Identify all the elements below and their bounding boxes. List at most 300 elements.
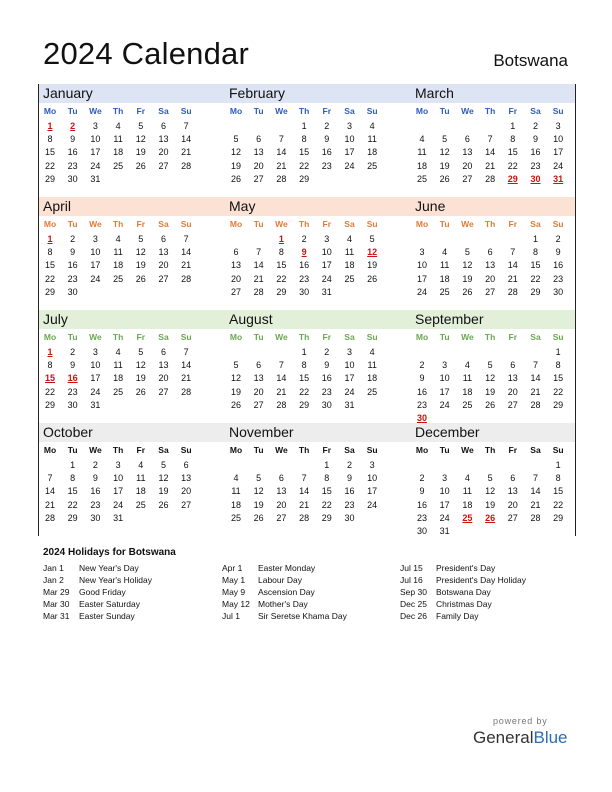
day-cell: 15 bbox=[553, 486, 564, 497]
weekday-label: Th bbox=[298, 106, 310, 116]
day-cell: 14 bbox=[485, 147, 496, 158]
day-cell: 6 bbox=[278, 473, 284, 484]
day-cell: 11 bbox=[136, 473, 146, 484]
day-cell: 5 bbox=[233, 360, 239, 371]
day-cell: 24 bbox=[553, 160, 564, 171]
day-cell: 27 bbox=[462, 173, 473, 184]
weekday-label: Sa bbox=[344, 445, 355, 455]
day-cell: 19 bbox=[485, 499, 496, 510]
day-cell: 20 bbox=[158, 147, 169, 158]
day-cell: 4 bbox=[115, 347, 121, 357]
brand-name-blue: Blue bbox=[533, 728, 568, 747]
day-cell: 25 bbox=[367, 160, 378, 171]
day-cell: 14 bbox=[507, 260, 518, 271]
day-cell: 3 bbox=[346, 121, 352, 131]
holiday-name: New Year's Holiday bbox=[79, 575, 152, 585]
day-cell: 14 bbox=[276, 373, 287, 384]
day-cell: 19 bbox=[135, 147, 146, 158]
day-cell: 22 bbox=[530, 273, 541, 284]
day-cell: 24 bbox=[90, 160, 101, 171]
day-cell: 18 bbox=[462, 386, 473, 397]
day-cell: 9 bbox=[324, 134, 330, 145]
day-cell: 9 bbox=[92, 473, 98, 484]
weekday-label: Sa bbox=[530, 445, 541, 455]
day-cell: 25 bbox=[135, 499, 146, 510]
holiday-day: 30 bbox=[530, 173, 541, 184]
holiday-day: 25 bbox=[462, 512, 473, 523]
day-cell: 22 bbox=[299, 386, 310, 397]
day-cell: 30 bbox=[416, 526, 427, 536]
day-cell: 1 bbox=[70, 460, 76, 470]
day-cell: 5 bbox=[442, 134, 448, 145]
day-cell: 15 bbox=[299, 373, 310, 384]
month-name: June bbox=[415, 198, 446, 214]
day-cell: 19 bbox=[135, 373, 146, 384]
day-cell: 7 bbox=[183, 347, 189, 357]
holiday-column bbox=[43, 563, 152, 623]
weekday-label: Su bbox=[366, 445, 378, 455]
day-cell: 2 bbox=[419, 473, 425, 484]
day-cell: 23 bbox=[67, 386, 78, 397]
day-cell: 27 bbox=[253, 399, 264, 410]
weekday-label: Tu bbox=[67, 332, 78, 342]
day-cell: 6 bbox=[464, 134, 470, 145]
day-cell: 23 bbox=[416, 399, 427, 410]
day-cell: 23 bbox=[530, 160, 541, 171]
day-cell: 11 bbox=[344, 247, 355, 258]
day-cell: 4 bbox=[233, 473, 239, 484]
day-cell: 4 bbox=[442, 247, 448, 258]
weekday-label: Fr bbox=[322, 445, 332, 455]
day-cell: 13 bbox=[230, 260, 241, 271]
weekday-label: Sa bbox=[344, 106, 355, 116]
day-cell: 1 bbox=[555, 347, 561, 357]
weekday-label: Sa bbox=[344, 219, 355, 229]
holiday-name: Family Day bbox=[436, 611, 479, 621]
holiday-date: May 9 bbox=[222, 587, 246, 597]
day-cell: 4 bbox=[419, 134, 425, 145]
weekday-label: Fr bbox=[508, 445, 518, 455]
day-cell: 7 bbox=[510, 247, 516, 258]
day-cell: 30 bbox=[553, 286, 564, 297]
day-cell: 31 bbox=[321, 286, 332, 297]
day-cell: 3 bbox=[324, 234, 330, 244]
brand-name-general: General bbox=[473, 728, 534, 747]
day-cell: 15 bbox=[321, 486, 332, 497]
holiday-name: President's Day Holiday bbox=[436, 575, 526, 585]
day-cell: 18 bbox=[439, 273, 450, 284]
holiday-day: 15 bbox=[44, 373, 55, 384]
holiday-name: President's Day bbox=[436, 563, 496, 573]
day-cell: 4 bbox=[115, 121, 121, 131]
day-cell: 22 bbox=[321, 499, 332, 510]
holiday-item bbox=[400, 611, 526, 623]
day-cell: 5 bbox=[138, 347, 144, 357]
weekday-label: Mo bbox=[43, 332, 57, 342]
holiday-item bbox=[400, 575, 526, 587]
day-cell: 31 bbox=[113, 512, 124, 523]
day-cell: 14 bbox=[181, 134, 192, 145]
day-cell: 16 bbox=[530, 147, 541, 158]
day-cell: 10 bbox=[321, 247, 332, 258]
country-name: Botswana bbox=[493, 51, 568, 70]
holiday-day: 1 bbox=[47, 234, 53, 244]
day-cell: 22 bbox=[553, 386, 564, 397]
day-cell: 3 bbox=[115, 460, 121, 470]
day-cell: 5 bbox=[256, 473, 262, 484]
holiday-day: 30 bbox=[416, 413, 427, 423]
day-cell: 22 bbox=[299, 160, 310, 171]
day-cell: 30 bbox=[67, 286, 78, 297]
day-cell: 7 bbox=[278, 134, 284, 145]
day-cell: 11 bbox=[113, 360, 123, 371]
day-cell: 13 bbox=[276, 486, 287, 497]
day-cell: 8 bbox=[532, 247, 538, 258]
weekday-label: Th bbox=[112, 219, 124, 229]
weekday-label: Mo bbox=[229, 219, 243, 229]
month-name: February bbox=[229, 85, 286, 101]
weekday-label: Th bbox=[112, 332, 124, 342]
day-cell: 28 bbox=[299, 512, 310, 523]
day-cell: 13 bbox=[253, 147, 264, 158]
day-cell: 28 bbox=[253, 286, 264, 297]
day-cell: 8 bbox=[555, 360, 561, 371]
day-cell: 9 bbox=[70, 360, 76, 371]
day-cell: 5 bbox=[369, 234, 375, 244]
day-cell: 28 bbox=[181, 160, 192, 171]
day-cell: 19 bbox=[230, 386, 241, 397]
day-cell: 10 bbox=[439, 373, 450, 384]
day-cell: 30 bbox=[67, 399, 78, 410]
weekday-label: Tu bbox=[253, 106, 264, 116]
weekday-label: Sa bbox=[158, 445, 169, 455]
holiday-name: Good Friday bbox=[79, 587, 126, 597]
day-cell: 5 bbox=[138, 121, 144, 131]
day-cell: 25 bbox=[113, 160, 124, 171]
day-cell: 7 bbox=[301, 473, 307, 484]
holiday-item bbox=[400, 563, 526, 575]
day-cell: 5 bbox=[233, 134, 239, 145]
day-cell: 26 bbox=[135, 273, 146, 284]
day-cell: 22 bbox=[44, 273, 55, 284]
day-cell: 20 bbox=[253, 386, 264, 397]
day-cell: 24 bbox=[439, 512, 450, 523]
day-cell: 1 bbox=[555, 460, 561, 470]
day-cell: 12 bbox=[230, 147, 241, 158]
day-cell: 12 bbox=[485, 486, 496, 497]
weekday-label: Mo bbox=[415, 332, 429, 342]
day-cell: 31 bbox=[90, 399, 101, 410]
day-cell: 30 bbox=[344, 512, 355, 523]
day-cell: 1 bbox=[324, 460, 330, 470]
day-cell: 17 bbox=[90, 147, 101, 158]
day-cell: 4 bbox=[464, 360, 470, 371]
day-cell: 9 bbox=[346, 473, 352, 484]
weekday-label: Su bbox=[180, 219, 192, 229]
holiday-date: Jul 15 bbox=[400, 563, 423, 573]
brand-logo bbox=[473, 728, 568, 748]
day-cell: 21 bbox=[253, 273, 264, 284]
holiday-item bbox=[222, 587, 347, 599]
day-cell: 24 bbox=[321, 273, 332, 284]
day-cell: 21 bbox=[44, 499, 55, 510]
day-cell: 3 bbox=[92, 234, 98, 244]
weekday-label: Mo bbox=[43, 106, 57, 116]
day-cell: 29 bbox=[44, 173, 55, 184]
day-cell: 12 bbox=[135, 360, 146, 371]
holiday-column bbox=[400, 563, 526, 623]
day-cell: 26 bbox=[485, 399, 496, 410]
day-cell: 9 bbox=[324, 360, 330, 371]
day-cell: 23 bbox=[321, 160, 332, 171]
holiday-date: Jul 16 bbox=[400, 575, 423, 585]
month-name: December bbox=[415, 424, 480, 440]
weekday-label: Su bbox=[552, 106, 564, 116]
weekday-label: Sa bbox=[344, 332, 355, 342]
day-cell: 13 bbox=[181, 473, 192, 484]
day-cell: 17 bbox=[321, 260, 332, 271]
day-cell: 28 bbox=[530, 512, 541, 523]
day-cell: 21 bbox=[299, 499, 310, 510]
holiday-day: 1 bbox=[47, 121, 53, 131]
day-cell: 17 bbox=[90, 260, 101, 271]
weekday-label: Mo bbox=[229, 106, 243, 116]
weekday-label: Fr bbox=[136, 219, 146, 229]
day-cell: 22 bbox=[44, 160, 55, 171]
day-cell: 11 bbox=[462, 373, 473, 384]
brand-footer bbox=[473, 716, 568, 748]
day-cell: 29 bbox=[553, 399, 564, 410]
day-cell: 21 bbox=[181, 373, 192, 384]
day-cell: 20 bbox=[462, 160, 473, 171]
holiday-day: 29 bbox=[507, 173, 518, 184]
day-cell: 28 bbox=[44, 512, 55, 523]
day-cell: 10 bbox=[90, 247, 101, 258]
day-cell: 12 bbox=[230, 373, 241, 384]
holiday-day: 1 bbox=[278, 234, 284, 244]
day-cell: 6 bbox=[160, 121, 166, 131]
day-cell: 29 bbox=[44, 286, 55, 297]
day-cell: 8 bbox=[301, 360, 307, 371]
day-cell: 6 bbox=[160, 234, 166, 244]
weekday-label: Su bbox=[366, 106, 378, 116]
day-cell: 10 bbox=[553, 134, 564, 145]
day-cell: 11 bbox=[440, 260, 450, 271]
holiday-item bbox=[43, 599, 152, 611]
weekday-label: Mo bbox=[415, 106, 429, 116]
day-cell: 17 bbox=[113, 486, 124, 497]
day-cell: 10 bbox=[90, 360, 101, 371]
month-name: April bbox=[43, 198, 72, 214]
weekday-label: Su bbox=[552, 445, 564, 455]
weekday-label: Th bbox=[298, 219, 310, 229]
day-cell: 12 bbox=[253, 486, 264, 497]
day-cell: 25 bbox=[344, 273, 355, 284]
day-cell: 9 bbox=[555, 247, 561, 258]
day-cell: 27 bbox=[158, 273, 169, 284]
day-cell: 4 bbox=[115, 234, 121, 244]
day-cell: 28 bbox=[485, 173, 496, 184]
day-cell: 2 bbox=[70, 234, 76, 244]
weekday-label: We bbox=[89, 445, 102, 455]
day-cell: 11 bbox=[367, 134, 377, 145]
day-cell: 28 bbox=[276, 399, 287, 410]
month-name: July bbox=[43, 311, 68, 327]
day-cell: 23 bbox=[321, 386, 332, 397]
weekday-label: Fr bbox=[136, 445, 146, 455]
weekday-label: We bbox=[275, 106, 288, 116]
day-cell: 3 bbox=[442, 360, 448, 371]
day-cell: 3 bbox=[442, 473, 448, 484]
weekday-label: Tu bbox=[253, 332, 264, 342]
holiday-item bbox=[222, 599, 347, 611]
day-cell: 14 bbox=[181, 360, 192, 371]
day-cell: 18 bbox=[135, 486, 146, 497]
day-cell: 8 bbox=[47, 134, 53, 145]
day-cell: 1 bbox=[510, 121, 516, 131]
day-cell: 20 bbox=[507, 386, 518, 397]
day-cell: 20 bbox=[230, 273, 241, 284]
day-cell: 4 bbox=[138, 460, 144, 470]
holiday-name: Mother's Day bbox=[258, 599, 308, 609]
day-cell: 2 bbox=[555, 234, 561, 244]
day-cell: 8 bbox=[47, 247, 53, 258]
day-cell: 8 bbox=[555, 473, 561, 484]
day-cell: 26 bbox=[135, 386, 146, 397]
day-cell: 9 bbox=[532, 134, 538, 145]
day-cell: 16 bbox=[67, 147, 78, 158]
day-cell: 11 bbox=[113, 134, 123, 145]
day-cell: 18 bbox=[113, 260, 124, 271]
day-cell: 4 bbox=[369, 347, 375, 357]
weekday-label: Mo bbox=[43, 445, 57, 455]
month-name: May bbox=[229, 198, 256, 214]
day-cell: 19 bbox=[367, 260, 378, 271]
quarter-row bbox=[39, 197, 575, 310]
day-cell: 17 bbox=[553, 147, 564, 158]
day-cell: 20 bbox=[158, 260, 169, 271]
day-cell: 19 bbox=[253, 499, 264, 510]
day-cell: 9 bbox=[419, 373, 425, 384]
day-cell: 23 bbox=[344, 499, 355, 510]
month-name: November bbox=[229, 424, 294, 440]
weekday-label: Su bbox=[180, 106, 192, 116]
day-cell: 25 bbox=[113, 273, 124, 284]
day-cell: 8 bbox=[278, 247, 284, 258]
day-cell: 10 bbox=[344, 360, 355, 371]
day-cell: 23 bbox=[90, 499, 101, 510]
day-cell: 30 bbox=[67, 173, 78, 184]
day-cell: 7 bbox=[532, 473, 538, 484]
day-cell: 5 bbox=[160, 460, 166, 470]
holiday-date: Mar 30 bbox=[43, 599, 70, 609]
day-cell: 5 bbox=[487, 360, 493, 371]
quarter-row bbox=[39, 310, 575, 423]
day-cell: 28 bbox=[276, 173, 287, 184]
day-cell: 13 bbox=[158, 360, 169, 371]
day-cell: 22 bbox=[276, 273, 287, 284]
day-cell: 20 bbox=[181, 486, 192, 497]
weekday-label: Th bbox=[484, 332, 496, 342]
day-cell: 25 bbox=[416, 173, 427, 184]
weekday-label: Tu bbox=[67, 445, 78, 455]
day-cell: 27 bbox=[485, 286, 496, 297]
day-cell: 12 bbox=[158, 473, 169, 484]
day-cell: 13 bbox=[158, 247, 169, 258]
weekday-label: Tu bbox=[253, 445, 264, 455]
page-title: 2024 Calendar bbox=[43, 36, 249, 71]
day-cell: 11 bbox=[113, 247, 123, 258]
day-cell: 27 bbox=[253, 173, 264, 184]
day-cell: 19 bbox=[230, 160, 241, 171]
holiday-item bbox=[222, 575, 347, 587]
holiday-column bbox=[222, 563, 347, 623]
day-cell: 5 bbox=[464, 247, 470, 258]
day-cell: 16 bbox=[90, 486, 101, 497]
day-cell: 11 bbox=[367, 360, 377, 371]
day-cell: 23 bbox=[416, 512, 427, 523]
quarter-band bbox=[39, 423, 575, 442]
day-cell: 9 bbox=[70, 247, 76, 258]
day-cell: 6 bbox=[256, 134, 262, 145]
day-cell: 31 bbox=[90, 173, 101, 184]
day-cell: 16 bbox=[321, 373, 332, 384]
month-name: January bbox=[43, 85, 93, 101]
day-cell: 21 bbox=[507, 273, 518, 284]
day-cell: 9 bbox=[419, 486, 425, 497]
powered-by-text: powered by bbox=[492, 716, 548, 726]
weekday-label: Th bbox=[484, 219, 496, 229]
day-cell: 22 bbox=[553, 499, 564, 510]
day-cell: 26 bbox=[230, 399, 241, 410]
weekday-label: Fr bbox=[136, 106, 146, 116]
day-cell: 15 bbox=[44, 147, 55, 158]
day-cell: 24 bbox=[439, 399, 450, 410]
holiday-day: 16 bbox=[67, 373, 78, 384]
weekday-label: Fr bbox=[322, 219, 332, 229]
day-cell: 27 bbox=[181, 499, 192, 510]
day-cell: 8 bbox=[47, 360, 53, 371]
day-cell: 16 bbox=[416, 386, 427, 397]
day-cell: 15 bbox=[530, 260, 541, 271]
day-cell: 24 bbox=[344, 160, 355, 171]
day-cell: 10 bbox=[344, 134, 355, 145]
holiday-name: Christmas Day bbox=[436, 599, 492, 609]
holiday-name: New Year's Day bbox=[79, 563, 139, 573]
day-cell: 27 bbox=[276, 512, 287, 523]
holiday-date: Mar 31 bbox=[43, 611, 70, 621]
day-cell: 7 bbox=[278, 360, 284, 371]
day-cell: 6 bbox=[233, 247, 239, 258]
weekday-label: Tu bbox=[439, 332, 450, 342]
weekday-label: We bbox=[275, 219, 288, 229]
day-cell: 21 bbox=[181, 260, 192, 271]
holiday-day: 1 bbox=[47, 347, 53, 357]
day-cell: 14 bbox=[253, 260, 264, 271]
day-cell: 24 bbox=[344, 386, 355, 397]
holiday-item bbox=[400, 599, 526, 611]
day-cell: 25 bbox=[367, 386, 378, 397]
weekday-label: Mo bbox=[415, 219, 429, 229]
day-cell: 28 bbox=[181, 273, 192, 284]
holiday-name: Botswana Day bbox=[436, 587, 491, 597]
day-cell: 15 bbox=[67, 486, 78, 497]
day-cell: 15 bbox=[553, 373, 564, 384]
day-cell: 28 bbox=[181, 386, 192, 397]
day-cell: 27 bbox=[507, 512, 518, 523]
day-cell: 10 bbox=[439, 486, 450, 497]
day-cell: 29 bbox=[44, 399, 55, 410]
